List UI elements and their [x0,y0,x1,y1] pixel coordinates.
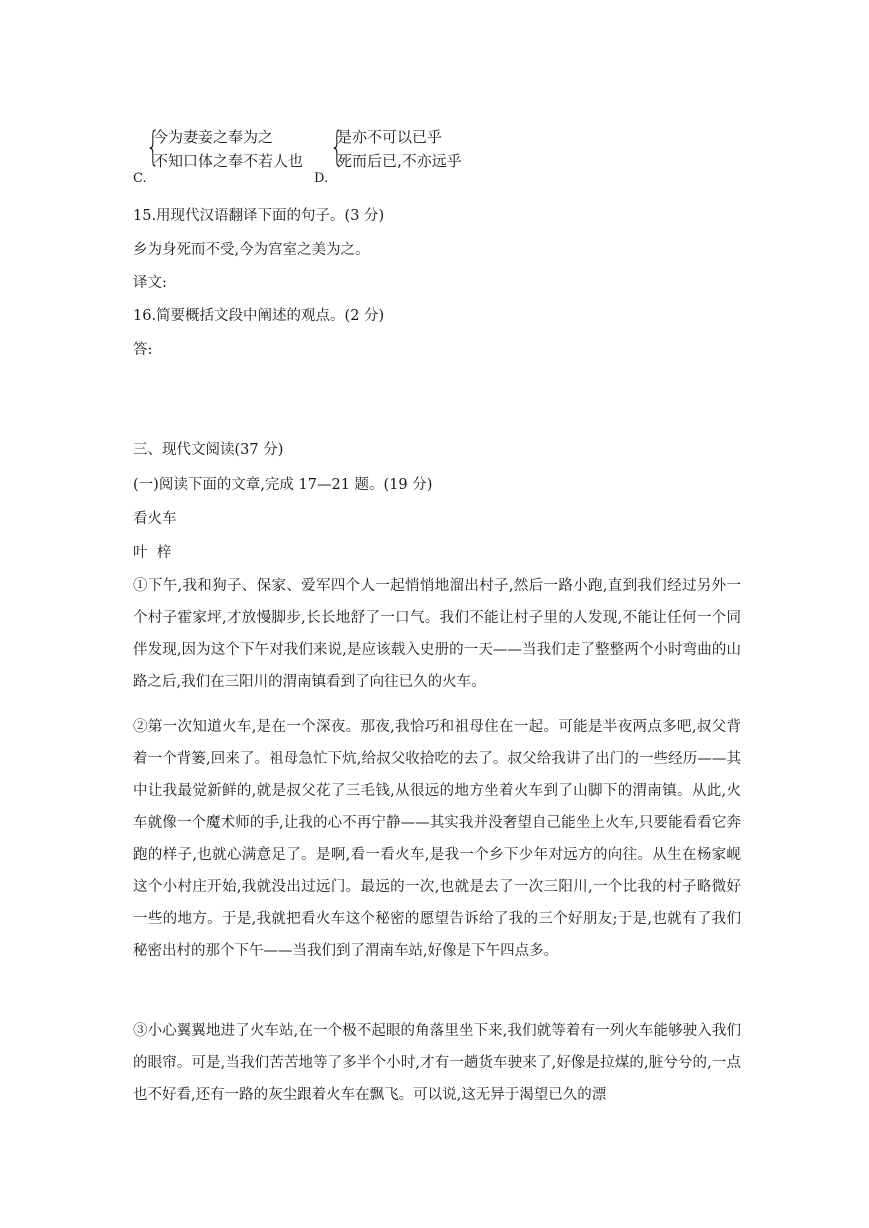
option-d-label: D. [314,171,329,186]
q15-prompt: 15.用现代汉语翻译下面的句子。(3 分) [133,208,385,224]
article-author: 叶 梓 [133,545,172,561]
q15-answer-label: 译文: [133,275,167,291]
option-c-brace: { [146,124,160,170]
section-sub-heading: (一)阅读下面的文章,完成 17—21 题。(19 分) [133,477,433,493]
section-heading: 三、现代文阅读(37 分) [133,442,284,458]
q15-sentence: 乡为身死而不受,今为宫室之美为之。 [133,242,370,258]
option-c-label: C. [133,171,147,186]
q16-prompt: 16.简要概括文段中阐述的观点。(2 分) [133,308,385,324]
option-c-line-2: 不知口体之奉不若人也 [153,152,304,170]
option-c-line-1: 今为妻妾之奉为之 [153,128,274,146]
option-d-line-1: 是亦不可以已乎 [337,128,443,146]
article-paragraph-1: ①下午,我和狗子、保家、爱军四个人一起悄悄地溜出村子,然后一路小跑,直到我们经过另外一个村子霍家坪,才放慢脚步,长长地舒了一口气。我们不能让村子里的人发现,不能让任何一个同伴发现,因为这个下午对我们来说,是应该载入史册的一天——当我们走了整整两个小时弯曲的山路之后,我们在三阳川的渭南镇看到了向往已久的火车。 [133,578,741,690]
article-paragraph-2: ②第一次知道火车,是在一个深夜。那夜,我恰巧和祖母住在一起。可能是半夜两点多吧,叔父背着一个背篓,回来了。祖母急忙下炕,给叔父收拾吃的去了。叔父给我讲了出门的一些经历——其中让我最觉新鲜的,就是叔父花了三毛钱,从很远的地方坐着火车到了山脚下的渭南镇。从此,火车就像一个魔术师的手,让我的心不再宁静——其实我并没奢望自己能坐上火车,只要能看看它奔跑的样子,也就心满意足了。是啊,看一看火车,是我一个乡下少年对远方的向往。从生在杨家岘这个小村庄开始,我就没出过远门。最远的一次,也就是去了一次三阳川,一个比我的村子略微好一些的地方。于是,我就把看火车这个秘密的愿望告诉给了我的三个好朋友;于是,也就有了我们秘密出村的那个下午——当我们到了渭南车站,好像是下午四点多。 [133,719,741,959]
q16-answer-label: 答: [133,342,153,358]
option-d-brace: { [330,124,344,170]
option-d-line-2: 死而后已,不亦远乎 [337,152,462,170]
article-paragraph-3: ③小心翼翼地进了火车站,在一个极不起眼的角落里坐下来,我们就等着有一列火车能够驶入我们的眼帘。可是,当我们苦苦地等了多半个小时,才有一趟货车驶来了,好像是拉煤的,脏兮兮的,一点也不好看,还有一路的灰尘跟着火车在飘飞。可以说,这无异于渴望已久的漂 [133,1023,741,1103]
article-title: 看火车 [133,511,177,527]
